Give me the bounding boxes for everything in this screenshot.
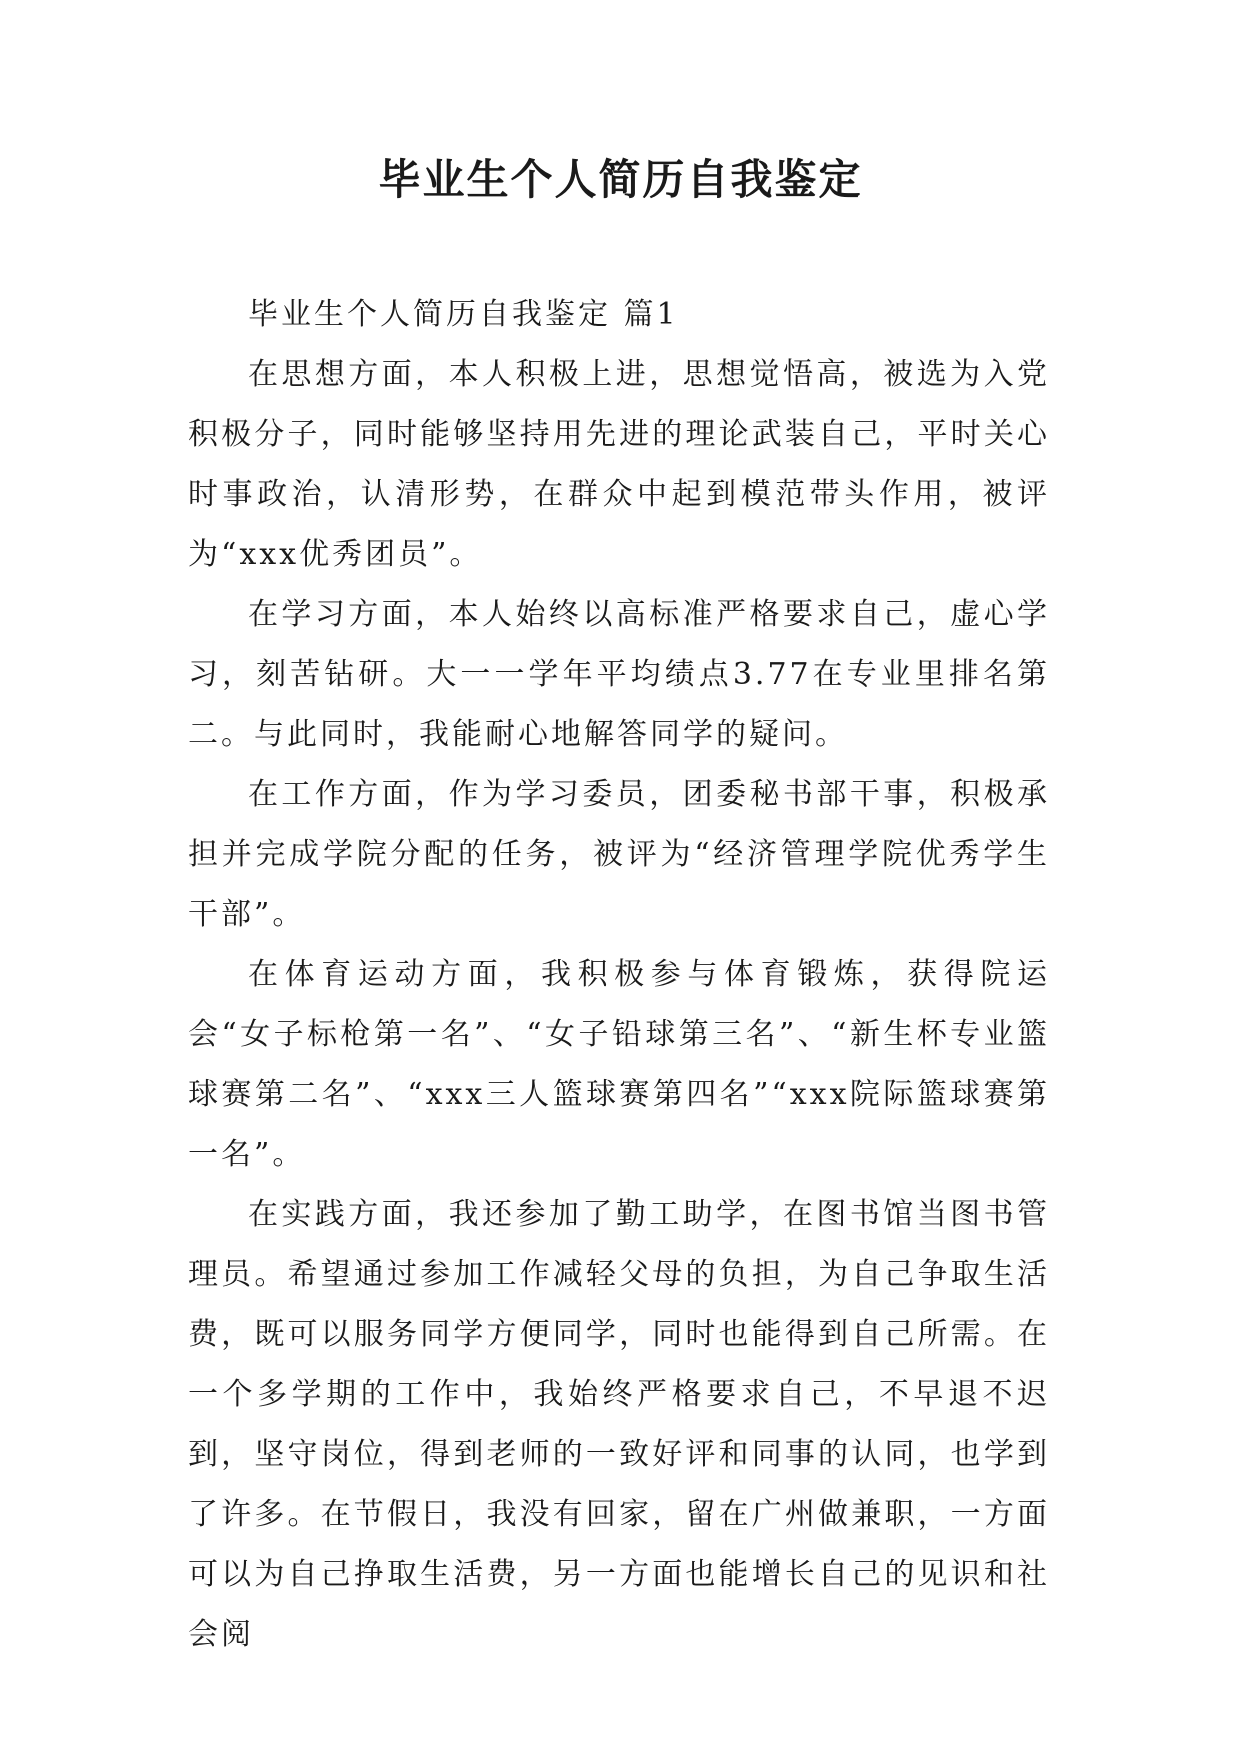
paragraph-sports: 在体育运动方面，我积极参与体育锻炼，获得院运会“女子标枪第一名”、“女子铅球第三名”、“新生杯专业篮球赛第二名”、“xxx三人篮球赛第四名”“xxx院际篮球赛第一名”。 (188, 957, 1050, 1172)
document-title: 毕业生个人简历自我鉴定 (378, 155, 863, 204)
paragraph-study: 在学习方面，本人始终以高标准严格要求自己，虚心学习，刻苦钻研。大一一学年平均绩点3.77在专业里排名第二。与此同时，我能耐心地解答同学的疑问。 (188, 597, 1050, 752)
section-heading: 毕业生个人简历自我鉴定 篇1 (248, 297, 679, 332)
document-body (188, 285, 1050, 1665)
paragraph-ideology: 在思想方面，本人积极上进，思想觉悟高，被选为入党积极分子，同时能够坚持用先进的理论武装自己，平时关心时事政治，认清形势，在群众中起到模范带头作用，被评为“xxx优秀团员”。 (188, 357, 1050, 572)
paragraph-work: 在工作方面，作为学习委员，团委秘书部干事，积极承担并完成学院分配的任务，被评为“经济管理学院优秀学生干部”。 (188, 777, 1050, 932)
paragraph-practice: 在实践方面，我还参加了勤工助学，在图书馆当图书管理员。希望通过参加工作减轻父母的负担，为自己争取生活费，既可以服务同学方便同学，同时也能得到自己所需。在一个多学期的工作中，我始终严格要求自己，不早退不迟到，坚守岗位，得到老师的一致好评和同事的认同，也学到了许多。在节假日，我没有回家，留在广州做兼职，一方面可以为自己挣取生活费，另一方面也能增长自己的见识和社会阅 (188, 1197, 1050, 1652)
